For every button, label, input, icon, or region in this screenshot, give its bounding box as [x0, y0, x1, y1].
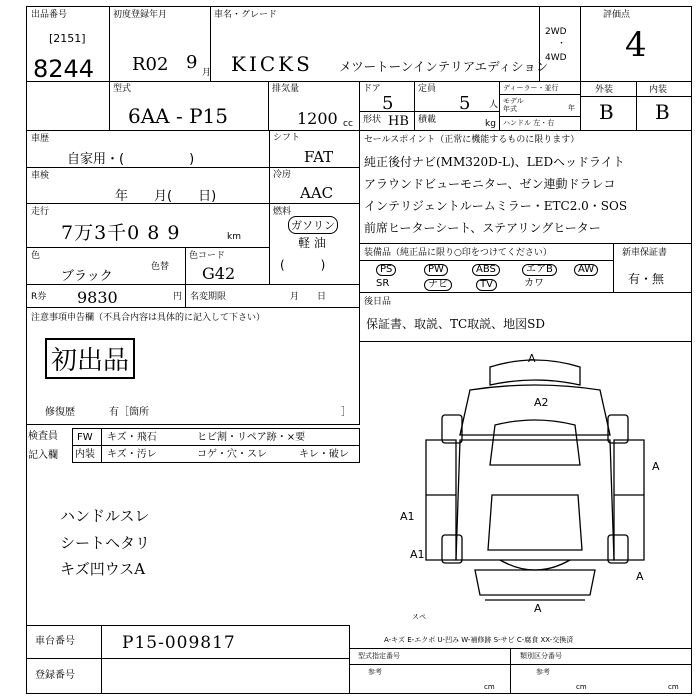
loading-unit: kg: [485, 119, 496, 129]
capacity-unit: 人: [489, 100, 499, 110]
warranty-value: 有・無: [628, 272, 665, 286]
equip-ps: PS: [376, 264, 396, 276]
diagram-mark: A: [528, 352, 536, 365]
diagram-mark: A: [534, 602, 542, 615]
evaluation-box: [580, 6, 692, 82]
capacity-hline: [415, 111, 499, 112]
mileage-label: 走行: [31, 207, 50, 217]
name-change-label: 名変期限: [190, 292, 227, 302]
equipment-box: [359, 243, 614, 293]
fuel-label: 燃料: [273, 207, 292, 217]
sales-point-line: 純正後付ナビ(MM320D-L)、LEDヘッドライト: [364, 155, 625, 169]
ac-label: 冷房: [273, 170, 292, 180]
documents-box: [359, 292, 692, 342]
first-reg-label: 初度登録年月: [113, 10, 168, 20]
drive-2wd: 2WD: [545, 27, 567, 37]
interior-grade: B: [655, 100, 670, 124]
first-listing-stamp: 初出品: [45, 338, 135, 379]
inspector-cell-scratch: キズ・飛石: [107, 432, 157, 443]
lot-label: 出品番号: [31, 10, 68, 20]
dealer-hline: [500, 94, 580, 95]
doors-box: [359, 81, 415, 131]
fuel-paren: ( ): [280, 258, 326, 272]
chassis-value: P15-009817: [122, 633, 236, 653]
comment-line: ハンドルスレ: [60, 507, 150, 525]
width-unit: cm: [576, 683, 587, 691]
lot-number: 8244: [33, 55, 95, 83]
model-value: 6AA - P15: [128, 104, 228, 128]
sales-point-line: 前席ヒーターシート、ステアリングヒーター: [364, 221, 601, 235]
repair-label: 修復歴: [45, 407, 75, 418]
color-code-label: 色コード: [189, 251, 226, 261]
ac-box: [269, 167, 360, 204]
repair-value: 有［箇所: [109, 407, 149, 418]
diagram-mark: A1: [410, 548, 425, 561]
car-name: KICKS: [231, 52, 313, 76]
designation-divider: [510, 649, 511, 693]
doors-value: 5: [382, 93, 394, 114]
recorder-cell-cut: キレ・破レ: [299, 449, 349, 460]
color-box: [26, 247, 186, 285]
history-label: 車歴: [31, 134, 50, 144]
grade: メツートーンインテリアエディション: [339, 59, 549, 74]
exterior-label: 外装: [595, 85, 614, 95]
car-name-box: [210, 6, 549, 82]
inspector-cell-crack: ヒビ割・リペア跡・×要: [197, 432, 306, 443]
diagram-mark: A: [636, 570, 644, 583]
sales-point-line: インテリジェントルームミラー・ETC2.0・SOS: [364, 199, 628, 213]
ac-value: AAC: [300, 184, 334, 202]
designation-hline: [350, 664, 691, 665]
recorder-label: 記入欄: [28, 450, 58, 461]
fuel-value: ガソリン: [288, 216, 338, 234]
first-reg-era-year: R02: [132, 54, 169, 75]
month-unit: 月: [202, 68, 212, 78]
fuel-box: [269, 203, 360, 285]
registration-box: [26, 658, 102, 694]
diagram-mark: A2: [534, 396, 549, 409]
sales-points-box: [359, 130, 692, 244]
equip-pw: PW: [424, 264, 448, 276]
model-year-label: モデル年式: [503, 97, 524, 113]
capacity-box: [414, 81, 500, 131]
equip-leather: カワ: [524, 278, 544, 289]
drive-box: [539, 6, 581, 82]
chassis-box: [26, 625, 102, 659]
diagram-mark: A: [652, 460, 660, 473]
length-unit: cm: [484, 683, 495, 691]
first-reg-month: 9: [186, 52, 198, 73]
exterior-grade: B: [599, 100, 614, 124]
drive-separator: ・: [557, 39, 567, 49]
name-change-value: 月 日: [290, 292, 327, 302]
inspection-box: [26, 167, 270, 204]
repair-close: ］: [341, 407, 351, 418]
inspector-row: [72, 428, 360, 446]
equip-navi: ナビ: [424, 279, 452, 291]
equip-airbag: エアB: [522, 264, 557, 276]
model-designation-label: 型式指定番号: [358, 652, 400, 660]
color-change-label: 色替: [151, 262, 170, 272]
displacement-unit: cc: [343, 119, 353, 129]
inspector-label: 検査員: [28, 431, 58, 442]
chassis-label: 車台番号: [35, 636, 75, 647]
equipment-label: 装備品（純正品に限り○印をつけてください）: [364, 248, 552, 258]
mileage-box: [26, 203, 270, 248]
model-designation-ref: 参考: [368, 668, 382, 676]
recorder-row: [72, 445, 360, 463]
height-unit: cm: [668, 683, 679, 691]
grade-hline: [581, 96, 691, 97]
interior-label: 内装: [649, 85, 668, 95]
model-box: [109, 81, 269, 131]
recorder-cell-burn: コゲ・穴・スレ: [197, 449, 267, 460]
fuel-alt: 軽 油: [298, 236, 326, 250]
displacement-label: 排気量: [272, 84, 300, 94]
color-value: ブラック: [61, 269, 113, 284]
handle-hline: [500, 116, 580, 117]
inspector-cell-fw: FW: [77, 432, 93, 443]
category-ref: 参考: [536, 668, 550, 676]
recorder-cell-scratch: キズ・汚レ: [107, 449, 157, 460]
name-change-box: [185, 284, 360, 308]
documents-label: 後日品: [364, 297, 392, 307]
mileage-value: 7万3千0 8 9: [61, 222, 181, 244]
doors-hline: [360, 111, 414, 112]
first-registration-box: [109, 6, 211, 82]
dealer-box: [499, 81, 581, 131]
loading-label: 積載: [418, 115, 437, 125]
recorder-cell-interior: 内装: [75, 449, 95, 460]
shift-value: FAT: [304, 148, 334, 166]
eval-label: 評価点: [603, 10, 631, 20]
car-name-label: 車名・グレード: [214, 10, 278, 20]
warranty-box: [613, 243, 692, 293]
eval-score: 4: [625, 25, 647, 65]
registration-label: 登録番号: [35, 670, 75, 681]
drive-4wd: 4WD: [545, 53, 567, 63]
shape-label: 形状: [363, 115, 382, 125]
shape-value: HB: [388, 114, 409, 129]
capacity-value: 5: [459, 93, 471, 114]
grade-box: [580, 81, 692, 131]
comment-line: シートヘタリ: [60, 534, 151, 552]
notes-box: [26, 307, 360, 425]
comment-line: キズ凹ウスA: [60, 560, 146, 578]
handle-label: ハンドル 左・右: [503, 119, 555, 127]
diagram-bottom-label: スペ: [412, 613, 426, 621]
displacement-value: 1200: [297, 109, 338, 128]
chassis-value-box: [101, 625, 350, 659]
model-designation-box: [349, 648, 692, 694]
inspection-value: 年 月( 日): [115, 189, 217, 204]
model-label: 型式: [113, 84, 132, 94]
notes-label: 注意事項申告欄（不具合内容は具体的に記入して下さい）: [31, 313, 266, 323]
warranty-label: 新車保証書: [622, 248, 668, 258]
registration-value-box: [101, 658, 350, 694]
dealer-label: ディーラー・並行: [503, 84, 559, 92]
recycle-unit: 円: [173, 292, 183, 302]
lot-sub: [2151]: [49, 32, 86, 45]
documents-value: 保証書、取説、TC取説、地図SD: [366, 317, 546, 331]
equipment-hline: [360, 260, 613, 261]
sales-point-line: アラウンドビューモニター、ゼン連動ドラレコ: [364, 177, 616, 191]
model-year-unit: 年: [568, 104, 575, 112]
sales-points-label: セールスポイント（正常に機能するものに限ります）: [364, 135, 580, 145]
displacement-box: [268, 81, 360, 131]
shift-label: シフト: [273, 133, 301, 143]
recycle-label: R券: [31, 292, 47, 302]
history-box: [26, 130, 270, 168]
recycle-box: [26, 284, 186, 308]
history-value: 自家用・( ): [67, 152, 195, 167]
diagram-mark: A1: [400, 510, 415, 523]
equip-tv: TV: [476, 279, 497, 291]
equip-sr: SR: [376, 278, 390, 289]
inspection-label: 車検: [31, 171, 50, 181]
lot-number-box: [26, 6, 110, 82]
capacity-label: 定員: [418, 84, 437, 94]
color-code-box: [185, 247, 270, 285]
inspector-cell-divider: [101, 429, 102, 445]
equip-aw: AW: [574, 264, 598, 276]
color-label: 色: [31, 251, 41, 261]
mileage-unit: km: [227, 232, 241, 242]
doors-label: ドア: [363, 84, 381, 94]
grade-divider: [636, 82, 637, 130]
car-damage-diagram: [400, 345, 690, 625]
equip-abs: ABS: [472, 264, 500, 276]
shift-box: [269, 130, 360, 168]
color-code-value: G42: [202, 264, 236, 283]
recorder-cell-divider: [101, 446, 102, 462]
category-label: 類別区分番号: [520, 652, 562, 660]
recycle-value: 9830: [77, 288, 118, 307]
damage-legend: A-キズ E-エクボ U-凹み W-補修跡 S-サビ C-腐食 XX-交換済: [384, 636, 574, 644]
